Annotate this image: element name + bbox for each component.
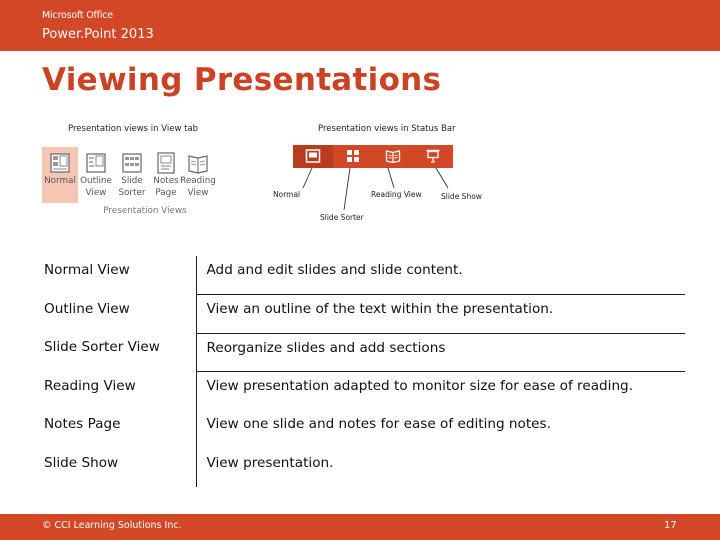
outline-view-icon bbox=[85, 151, 107, 175]
notes-page-button[interactable] bbox=[148, 147, 184, 203]
view-name: Notes Page bbox=[40, 410, 196, 449]
slide-sorter-icon bbox=[121, 151, 143, 175]
header-bar bbox=[0, 0, 720, 51]
reading-view-button[interactable] bbox=[180, 147, 216, 203]
view-name: Slide Show bbox=[40, 449, 196, 488]
table-row bbox=[40, 410, 685, 449]
status-bar-caption: Presentation views in Status Bar bbox=[318, 124, 456, 134]
outline-view-button[interactable] bbox=[78, 147, 114, 203]
normal-view-button[interactable] bbox=[42, 147, 78, 203]
view-name: Reading View bbox=[40, 372, 196, 411]
table-row bbox=[40, 295, 685, 334]
callout-normal: Normal bbox=[273, 190, 301, 199]
status-reading-view-button[interactable] bbox=[373, 145, 413, 168]
status-bar-view-buttons bbox=[293, 145, 453, 168]
product-name: Power.Point 2013 bbox=[42, 27, 154, 42]
outline-view-label: Outline View bbox=[80, 176, 112, 198]
status-slide-sorter-button[interactable] bbox=[333, 145, 373, 168]
normal-view-icon bbox=[305, 148, 321, 164]
status-slide-show-button[interactable] bbox=[413, 145, 453, 168]
view-name: Outline View bbox=[40, 295, 196, 334]
view-tab-caption: Presentation views in View tab bbox=[68, 124, 199, 134]
status-normal-button[interactable] bbox=[293, 145, 333, 168]
view-name: Slide Sorter View bbox=[40, 333, 196, 372]
reading-view-icon bbox=[187, 151, 209, 175]
reading-view-label: Reading View bbox=[180, 176, 216, 198]
table-row bbox=[40, 372, 685, 411]
notes-page-icon bbox=[155, 151, 177, 175]
notes-page-label: Notes Page bbox=[153, 176, 179, 198]
slide-sorter-button[interactable] bbox=[114, 147, 150, 203]
table-row bbox=[40, 256, 685, 295]
view-description: Reorganize slides and add sections bbox=[196, 333, 685, 372]
table-row bbox=[40, 449, 685, 488]
view-description: Add and edit slides and slide content. bbox=[196, 256, 685, 295]
view-description: View presentation. bbox=[206, 454, 334, 471]
callout-slide-sorter: Slide Sorter bbox=[320, 213, 364, 222]
page-number: 17 bbox=[664, 520, 677, 531]
copyright-text: © CCI Learning Solutions Inc. bbox=[42, 520, 182, 531]
view-description: View one slide and notes for ease of editing notes. bbox=[206, 416, 551, 432]
normal-view-label: Normal bbox=[44, 176, 76, 186]
slide-sorter-icon bbox=[345, 148, 361, 164]
callout-reading-view: Reading View bbox=[371, 190, 422, 199]
presentation-views-ribbon-group bbox=[40, 147, 220, 217]
normal-view-icon bbox=[49, 151, 71, 175]
view-description: View presentation adapted to monitor size for ease of reading. bbox=[206, 378, 634, 394]
ribbon-group-label: Presentation Views bbox=[103, 206, 187, 216]
reading-view-icon bbox=[385, 148, 401, 164]
callout-slide-show: Slide Show bbox=[441, 192, 482, 201]
view-description: View an outline of the text within the presentation. bbox=[196, 295, 685, 334]
page-title: Viewing Presentations bbox=[42, 62, 442, 98]
slide-show-icon bbox=[425, 148, 441, 164]
views-table bbox=[40, 256, 685, 487]
view-name: Normal View bbox=[40, 256, 196, 295]
slide-sorter-label: Slide Sorter bbox=[118, 176, 146, 198]
brand-name: Microsoft Office bbox=[42, 10, 113, 21]
table-row bbox=[40, 333, 685, 372]
